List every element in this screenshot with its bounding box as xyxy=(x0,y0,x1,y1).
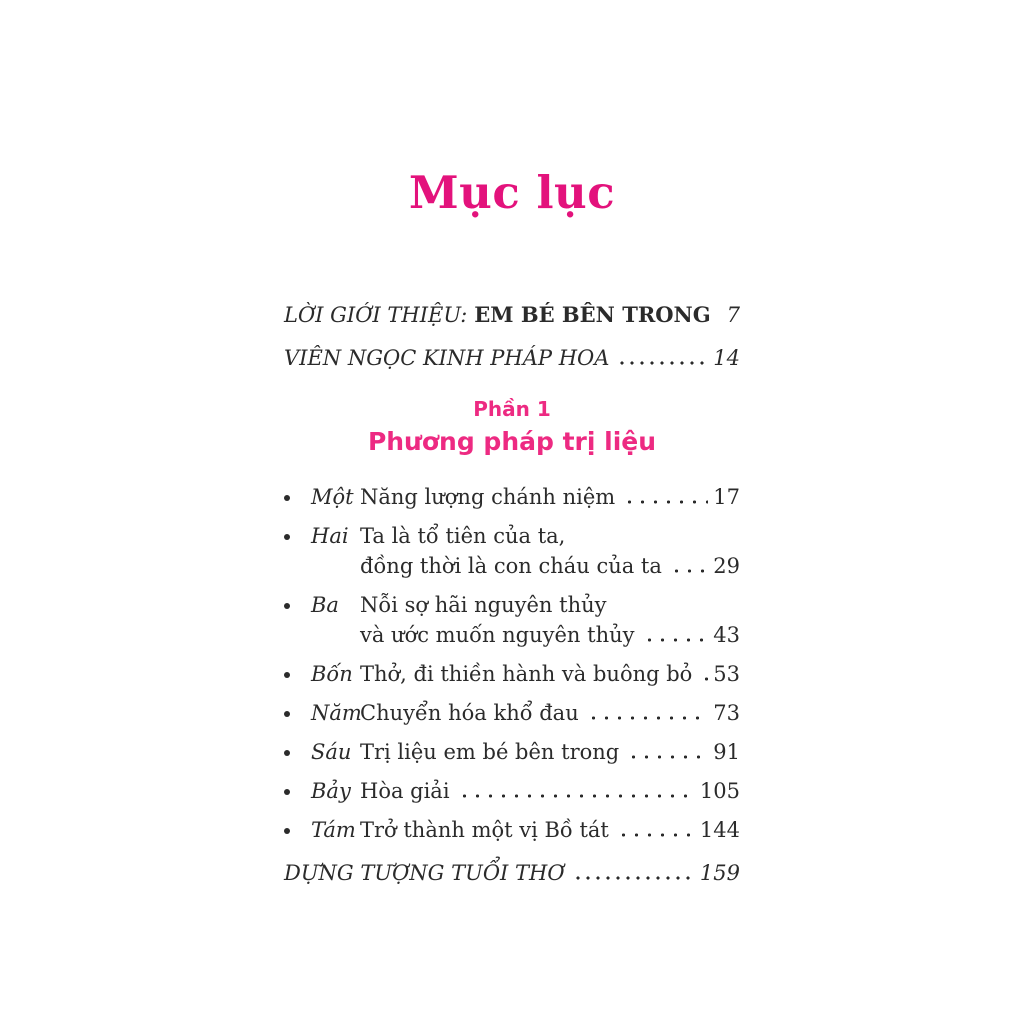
chapter-number: Tám xyxy=(311,818,356,842)
chapter-title: Hòa giải xyxy=(360,779,450,803)
chapter-row xyxy=(284,659,740,689)
intro-prefix: VIÊN NGỌC KINH PHÁP HOA xyxy=(284,346,610,370)
chapter-row xyxy=(284,521,740,581)
chapter-number: Một xyxy=(311,485,354,509)
chapter-title: Trở thành một vị Bồ tát xyxy=(360,818,609,842)
page-number: 14 xyxy=(713,346,740,370)
chapter-row xyxy=(284,815,740,845)
intro-entry xyxy=(284,301,740,329)
chapter-title-continued: và ước muốn nguyên thủy xyxy=(360,623,635,647)
chapter-row xyxy=(284,698,740,728)
chapter-number: Ba xyxy=(311,593,339,617)
toc-page xyxy=(284,0,740,887)
page-number: 17 xyxy=(713,485,740,509)
intro-entry xyxy=(284,344,740,372)
dot-leader xyxy=(717,318,722,322)
bullet-icon xyxy=(284,828,290,834)
page-title: Mục lục xyxy=(408,166,616,219)
page-number: 144 xyxy=(699,818,740,842)
chapter-number: Năm xyxy=(311,701,362,725)
dot-leader xyxy=(571,876,695,880)
intro-prefix: LỜI GIỚI THIỆU: xyxy=(284,303,468,327)
chapter-title: Trị liệu em bé bên trong xyxy=(360,740,620,764)
page-number: 53 xyxy=(713,662,740,686)
chapter-title-continued: đồng thời là con cháu của ta xyxy=(360,554,662,578)
page-number: 43 xyxy=(713,623,740,647)
page-number: 29 xyxy=(713,554,740,578)
chapter-title: Thở, đi thiền hành và buông bỏ xyxy=(360,662,693,686)
bullet-icon xyxy=(284,495,290,501)
bullet-icon xyxy=(284,789,290,795)
chapter-number: Bốn xyxy=(311,662,353,686)
page-number: 73 xyxy=(713,701,740,725)
bullet-icon xyxy=(284,711,290,717)
outro-entry xyxy=(284,859,740,887)
part-kicker: Phần 1 xyxy=(473,397,551,421)
dot-leader xyxy=(585,716,709,720)
chapter-title: Năng lượng chánh niệm xyxy=(360,485,616,509)
page-number: 105 xyxy=(699,779,740,803)
page-number: 91 xyxy=(713,740,740,764)
part-header xyxy=(284,396,740,458)
chapter-row xyxy=(284,590,740,650)
chapter-row xyxy=(284,482,740,512)
chapter-number: Bảy xyxy=(311,779,351,803)
dot-leader xyxy=(615,833,695,837)
bullet-icon xyxy=(284,603,290,609)
chapter-number: Sáu xyxy=(311,740,352,764)
dot-leader xyxy=(621,500,708,504)
dot-leader xyxy=(698,677,708,681)
bullet-icon xyxy=(284,672,290,678)
chapter-row xyxy=(284,737,740,767)
dot-leader xyxy=(625,755,708,759)
outro-label: DỰNG TƯỢNG TUỔI THƠ xyxy=(284,861,565,885)
bullet-icon xyxy=(284,534,290,540)
page-number: 159 xyxy=(699,861,740,885)
chapter-title: Chuyển hóa khổ đau xyxy=(360,701,579,725)
dot-leader xyxy=(456,794,695,798)
chapter-number: Hai xyxy=(311,524,349,548)
bullet-icon xyxy=(284,750,290,756)
chapter-title: Ta là tổ tiên của ta, xyxy=(360,524,566,548)
dot-leader xyxy=(641,638,709,642)
part-title: Phương pháp trị liệu xyxy=(367,427,657,456)
page-number: 7 xyxy=(726,303,740,327)
dot-leader xyxy=(668,569,708,573)
chapter-title: Nỗi sợ hãi nguyên thủy xyxy=(360,593,607,617)
chapter-row xyxy=(284,776,740,806)
dot-leader xyxy=(615,361,708,365)
intro-emphasis: EM BÉ BÊN TRONG xyxy=(474,302,711,327)
